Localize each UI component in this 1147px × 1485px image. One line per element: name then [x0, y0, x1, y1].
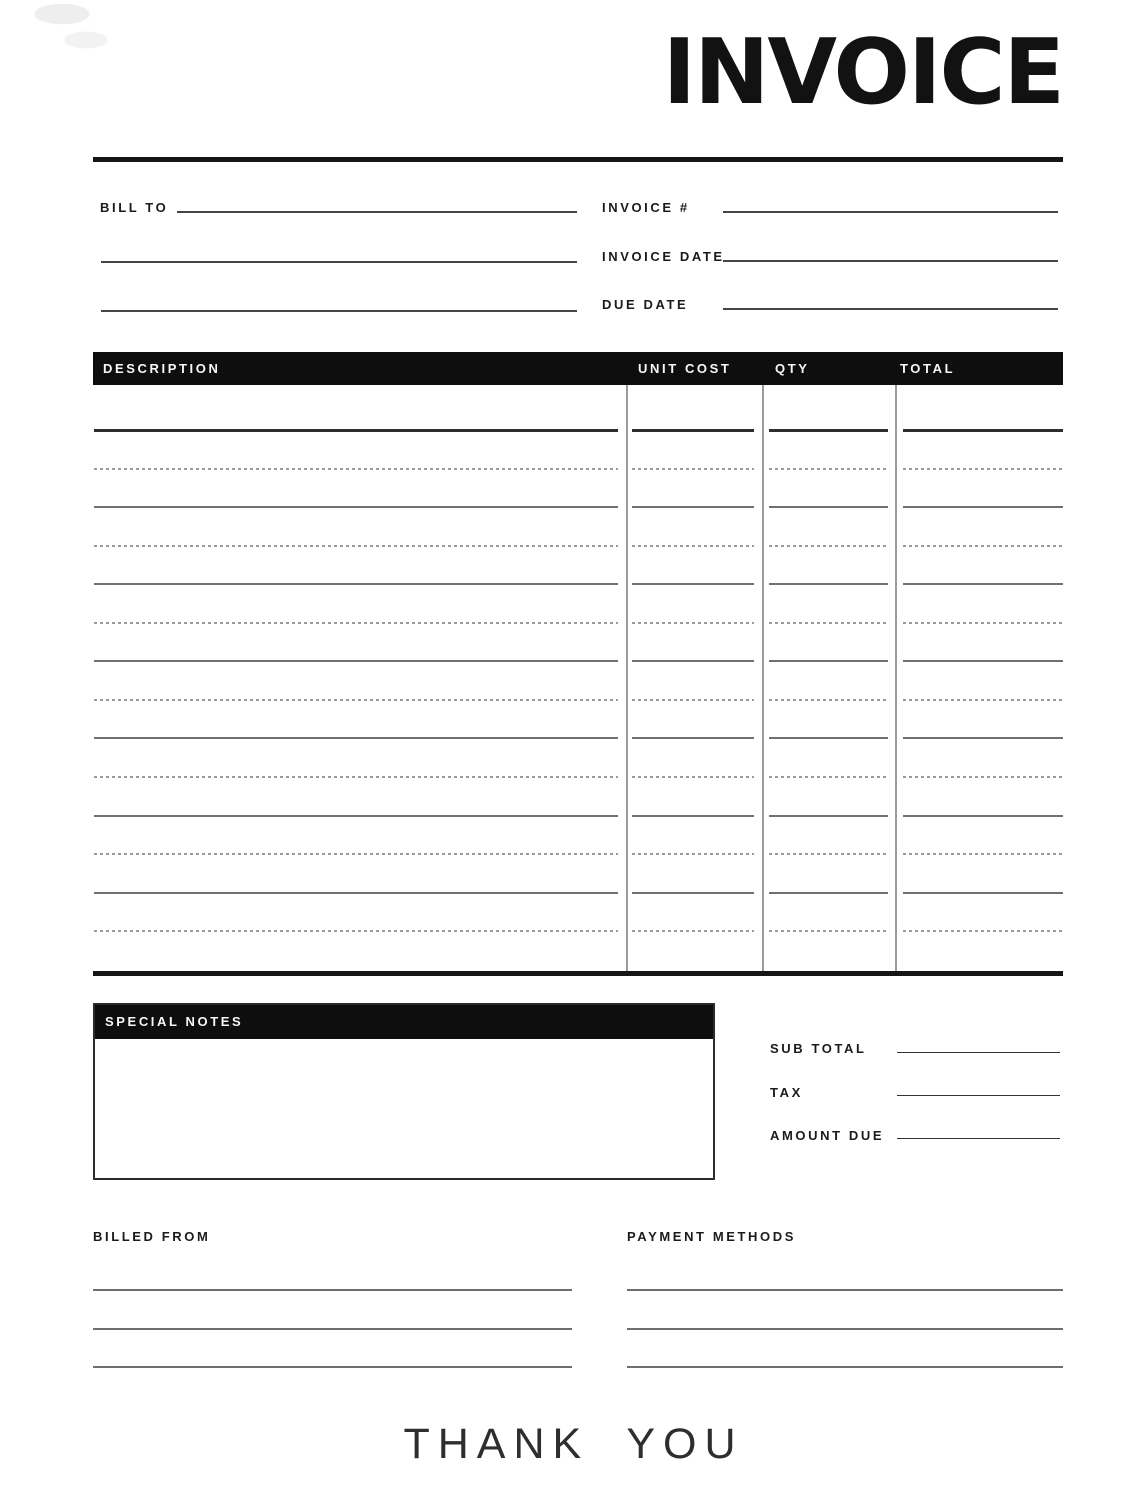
- amount-due-label: AMOUNT DUE: [770, 1128, 885, 1143]
- item-row-rule-dashed: [769, 699, 888, 701]
- invoice-number-line: [723, 191, 1058, 213]
- item-row-rule-dashed: [94, 853, 618, 855]
- billed-from-label: BILLED FROM: [93, 1229, 211, 1244]
- item-row-rule-solid: [903, 815, 1063, 817]
- payment-methods-label: PAYMENT METHODS: [627, 1229, 797, 1244]
- column-divider-unit-cost: [626, 385, 628, 971]
- bill-to-line-2: [101, 241, 577, 263]
- item-row-rule-solid: [769, 737, 888, 739]
- item-row-rule-dashed: [632, 468, 754, 470]
- column-divider-qty: [762, 385, 764, 971]
- item-row-rule-dashed: [632, 930, 754, 932]
- item-row-rule-solid: [94, 737, 618, 739]
- amount-due-line: [897, 1118, 1060, 1139]
- item-row-rule-solid: [903, 583, 1063, 585]
- items-table-header: [93, 352, 1063, 385]
- item-row-rule-solid: [632, 660, 754, 662]
- item-row-rule-solid: [632, 815, 754, 817]
- item-row-rule-dashed: [903, 622, 1063, 624]
- item-row-rule-dashed: [769, 776, 888, 778]
- item-row-rule-solid: [94, 892, 618, 894]
- item-row-rule-dashed: [903, 468, 1063, 470]
- scan-artifact: [14, 0, 129, 62]
- item-row-rule-dashed: [632, 622, 754, 624]
- item-row-rule-dashed: [94, 930, 618, 932]
- item-row-rule-dashed: [632, 545, 754, 547]
- item-row-rule-solid: [903, 506, 1063, 508]
- item-row-rule-solid: [903, 737, 1063, 739]
- special-notes-label: SPECIAL NOTES: [105, 1014, 244, 1029]
- invoice-date-line: [723, 240, 1058, 262]
- item-row-rule-dashed: [769, 468, 888, 470]
- item-row-rule-solid: [903, 892, 1063, 894]
- item-row-rule-solid: [632, 737, 754, 739]
- column-header-total: TOTAL: [900, 361, 956, 376]
- invoice-number-label: INVOICE #: [602, 200, 690, 215]
- payment-methods-line-1: [627, 1269, 1063, 1291]
- item-row-rule-dashed: [769, 930, 888, 932]
- special-notes-header: [95, 1005, 713, 1039]
- payment-methods-line-3: [627, 1346, 1063, 1368]
- item-row-rule-solid: [903, 429, 1063, 432]
- bill-to-line-3: [101, 290, 577, 312]
- item-row-rule-solid: [94, 506, 618, 508]
- item-row-rule-solid: [94, 660, 618, 662]
- billed-from-line-1: [93, 1269, 572, 1291]
- page-title: INVOICE: [662, 20, 1063, 125]
- item-row-rule-solid: [903, 660, 1063, 662]
- item-row-rule-dashed: [769, 853, 888, 855]
- special-notes-body: [95, 1039, 713, 1178]
- invoice-date-label: INVOICE DATE: [602, 249, 725, 264]
- item-row-rule-dashed: [94, 699, 618, 701]
- item-row-rule-solid: [769, 583, 888, 585]
- bill-to-label: BILL TO: [100, 200, 169, 215]
- items-table-body: [93, 385, 1063, 971]
- item-row-rule-dashed: [769, 545, 888, 547]
- sub-total-label: SUB TOTAL: [770, 1041, 867, 1056]
- item-row-rule-dashed: [903, 545, 1063, 547]
- item-row-rule-dashed: [632, 699, 754, 701]
- sub-total-line: [897, 1032, 1060, 1053]
- item-row-rule-solid: [769, 892, 888, 894]
- billed-from-line-3: [93, 1346, 572, 1368]
- item-row-rule-solid: [632, 506, 754, 508]
- item-row-rule-dashed: [903, 930, 1063, 932]
- due-date-line: [723, 288, 1058, 310]
- item-row-rule-dashed: [903, 853, 1063, 855]
- item-row-rule-solid: [769, 429, 888, 432]
- item-row-rule-solid: [769, 815, 888, 817]
- special-notes-box: [93, 1003, 715, 1180]
- billed-from-line-2: [93, 1308, 572, 1330]
- tax-line: [897, 1075, 1060, 1096]
- item-row-rule-solid: [632, 892, 754, 894]
- column-header-description: DESCRIPTION: [103, 361, 221, 376]
- payment-methods-line-2: [627, 1308, 1063, 1330]
- item-row-rule-solid: [632, 583, 754, 585]
- item-row-rule-solid: [632, 429, 754, 432]
- item-row-rule-solid: [769, 660, 888, 662]
- due-date-label: DUE DATE: [602, 297, 689, 312]
- item-row-rule-solid: [94, 583, 618, 585]
- item-row-rule-solid: [769, 506, 888, 508]
- item-row-rule-solid: [94, 429, 618, 432]
- item-row-rule-dashed: [769, 622, 888, 624]
- thank-you-message: THANK YOU: [403, 1420, 744, 1468]
- tax-label: TAX: [770, 1085, 803, 1100]
- column-divider-total: [895, 385, 897, 971]
- item-row-rule-dashed: [94, 622, 618, 624]
- item-row-rule-dashed: [94, 545, 618, 547]
- item-row-rule-dashed: [903, 699, 1063, 701]
- bill-to-line-1: [177, 191, 577, 213]
- item-row-rule-dashed: [632, 853, 754, 855]
- item-row-rule-dashed: [94, 468, 618, 470]
- items-table-bottom-border: [93, 971, 1063, 976]
- title-divider: [93, 157, 1063, 162]
- item-row-rule-dashed: [903, 776, 1063, 778]
- item-row-rule-dashed: [632, 776, 754, 778]
- column-header-unit-cost: UNIT COST: [638, 361, 732, 376]
- item-row-rule-solid: [94, 815, 618, 817]
- column-header-qty: QTY: [775, 361, 810, 376]
- item-row-rule-dashed: [94, 776, 618, 778]
